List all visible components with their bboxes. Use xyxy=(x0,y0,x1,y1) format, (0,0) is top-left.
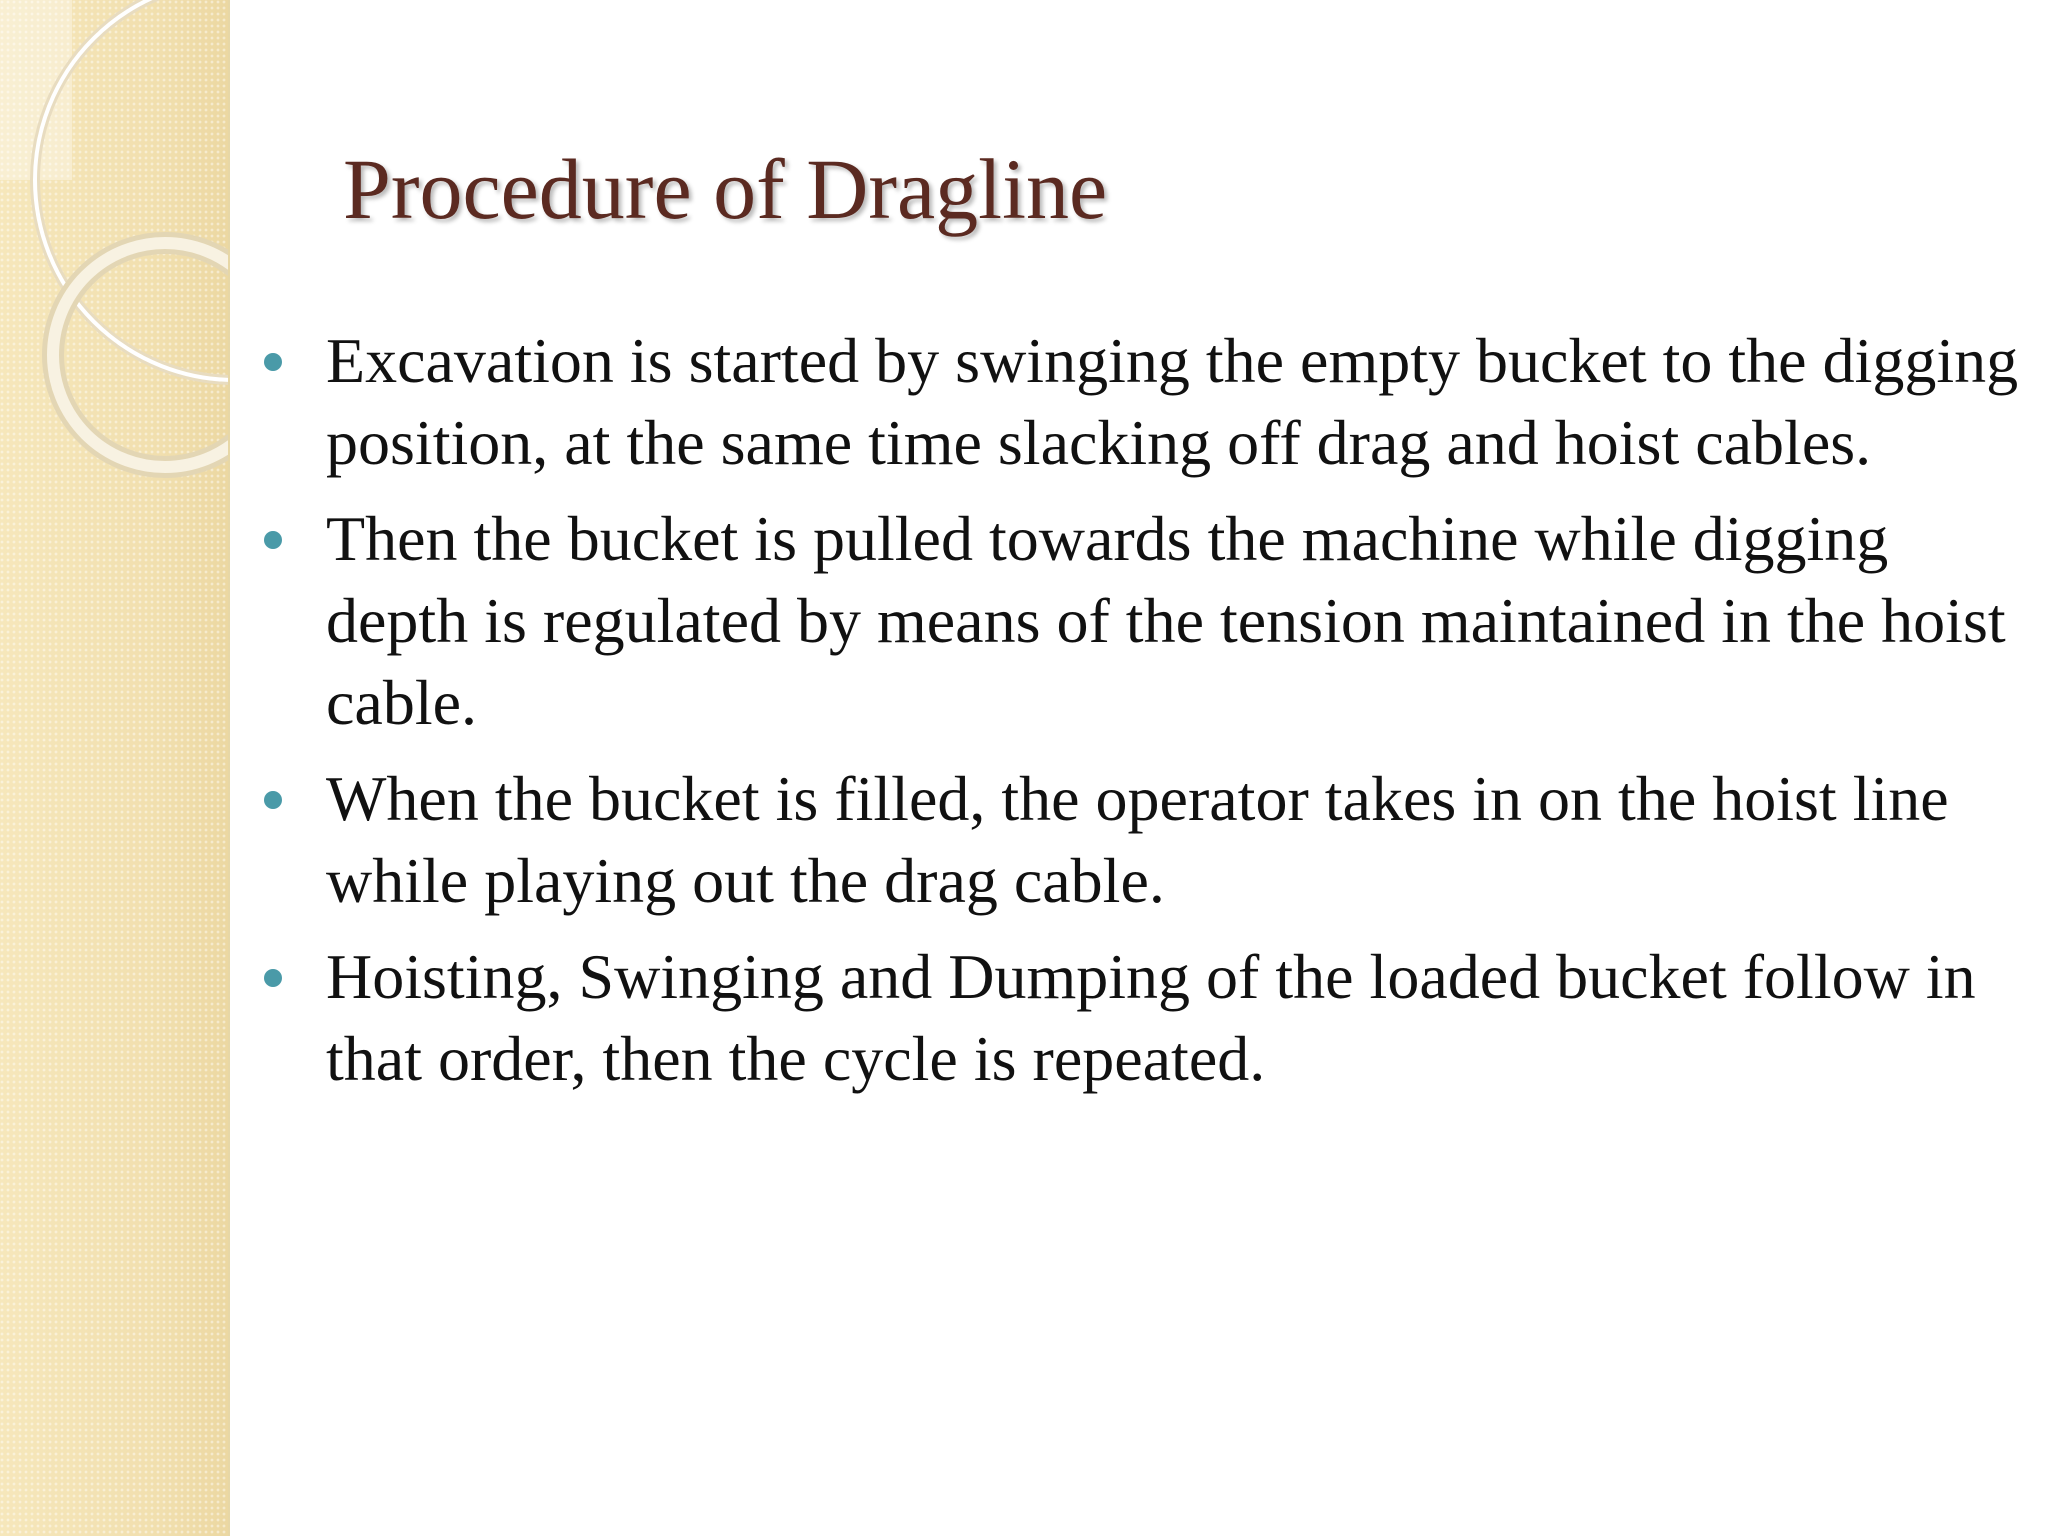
bullet-marker xyxy=(264,531,282,549)
bullet-text: Hoisting, Swinging and Dumping of the loaded bucket follow in that order, then the cycle is repeated. xyxy=(326,941,1976,1094)
bullet-text: Excavation is started by swinging the empty bucket to the digging position, at the same time slacking off drag and hoist cables. xyxy=(326,325,2019,478)
bullet-item xyxy=(262,936,2022,1100)
bullet-marker xyxy=(264,353,282,371)
bullet-text: When the bucket is filled, the operator takes in on the hoist line while playing out the drag cable. xyxy=(326,763,1949,916)
bullet-marker xyxy=(264,791,282,809)
decorative-sidebar xyxy=(0,0,230,1536)
bullet-item xyxy=(262,758,2022,922)
bullet-item xyxy=(262,498,2022,744)
slide-title: Procedure of Dragline xyxy=(343,141,1108,237)
bullet-list xyxy=(262,320,2022,1114)
bullet-text: Then the bucket is pulled towards the machine while digging depth is regulated by means of the tension maintained in the hoist cable. xyxy=(326,503,2006,738)
decorative-rings xyxy=(0,0,228,560)
bullet-item xyxy=(262,320,2022,484)
bullet-marker xyxy=(264,969,282,987)
